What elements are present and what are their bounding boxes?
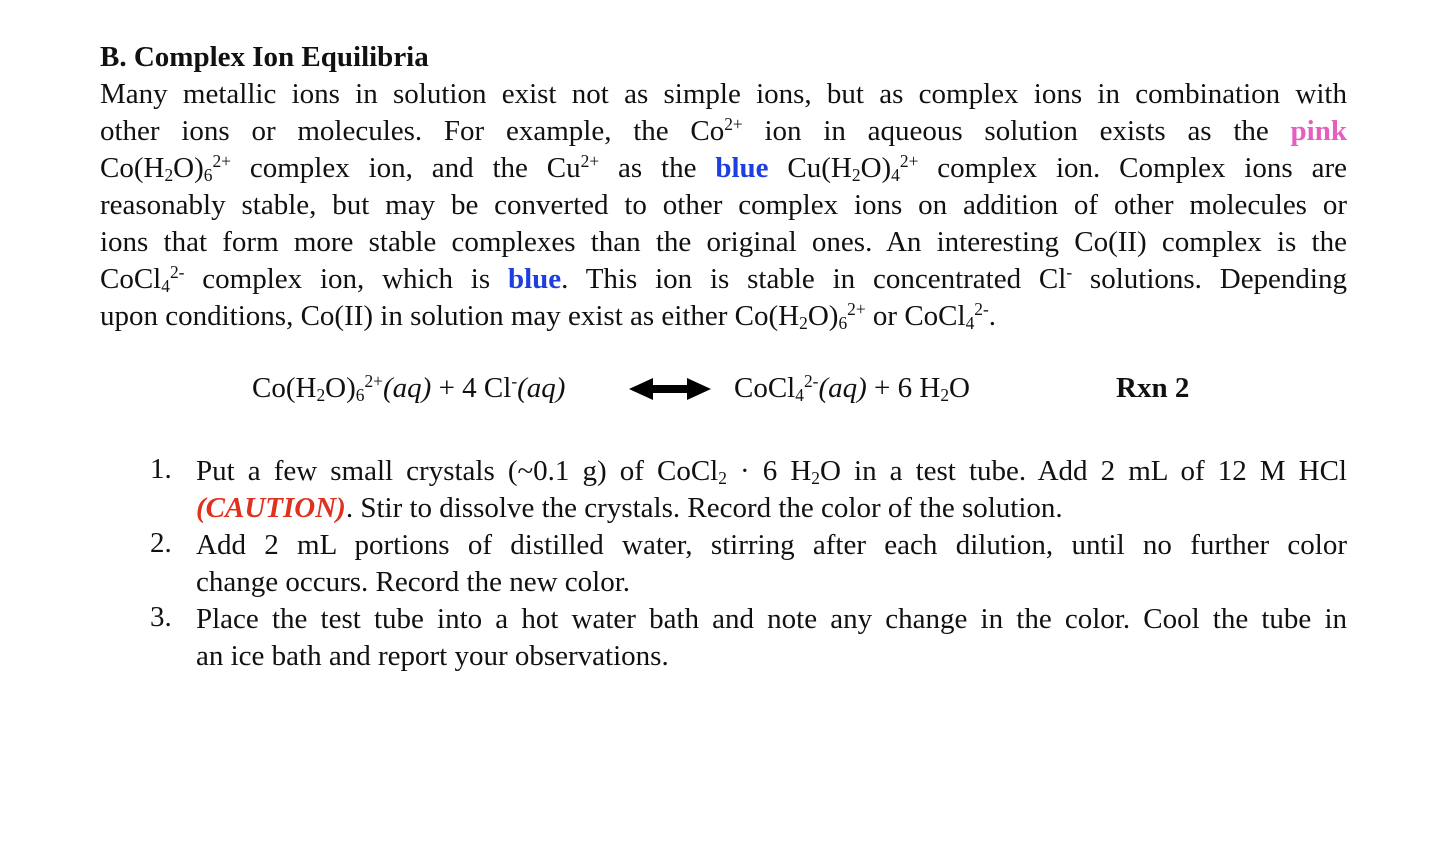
reaction-label: Rxn 2 [1116,372,1190,404]
procedure-step [150,453,1347,527]
intro-paragraph [100,76,1347,335]
step-line: Add 2 mL portions of distilled water, stirring after each dilution, until no further color [196,529,1347,561]
step-line: an ice bath and report your observations. [196,640,669,672]
blue-color-word: blue [507,263,562,295]
intro-line-7: upon conditions, Co(II) in solution may exist as either $Co(H_2O)_6^{2+}$ or CoCl$_4^{2-}$. [100,299,997,334]
step-line: Place the test tube into a hot water bath and note any change in the color. Cool the tube in [196,603,1347,635]
equilibrium-double-arrow-icon [629,378,711,400]
blue-color-word: blue [715,152,769,184]
step-line: (CAUTION). Stir to dissolve the crystals. Record the color of the solution. [196,492,1063,524]
intro-line-6: CoCl$_4^{2-}$ complex ion, which is blue. This ion is stable in concentrated Cl- solutions. Depending [100,262,1347,297]
procedure-step [150,527,1347,601]
intro-line-3: $Co(H_2O)_6^{2+}$ complex ion, and the $Cu^{2+}$ as the blue $Cu(H_2O)_4^{2+}$ complex ion. Complex ions are [100,151,1347,186]
reaction-reactants: $Co(H_2O)_6^{2+}(aq) + 4$ Cl-(aq) [252,371,566,406]
intro-line-2: other ions or molecules. For example, the $Co^{2+}$ ion in aqueous solution exists as the pink [100,114,1347,147]
step-number: 1. [150,453,172,485]
step-line: Put a few small crystals (~0.1 g) of CoCl$_2$ · 6 $H_2O$ in a test tube. Add 2 mL of 12 M HCl [196,455,1347,489]
pink-color-word: pink [1290,115,1347,147]
section-heading: B. Complex Ion Equilibria [100,41,429,73]
intro-line-4: reasonably stable, but may be converted to other complex ions on addition of other molecules or [100,189,1347,221]
caution-warning: (CAUTION) [196,492,346,524]
intro-line-1: Many metallic ions in solution exist not as simple ions, but as complex ions in combination with [100,78,1347,110]
intro-line-5: ions that form more stable complexes than the original ones. An interesting Co(II) complex is the [100,226,1347,258]
procedure-step [150,601,1347,675]
step-line: change occurs. Record the new color. [196,566,631,598]
step-number: 2. [150,527,172,559]
reaction-products: CoCl$_4^{2-}$(aq) + 6 $H_2O$ [734,371,970,406]
step-number: 3. [150,601,172,633]
procedure-list [150,453,1347,675]
